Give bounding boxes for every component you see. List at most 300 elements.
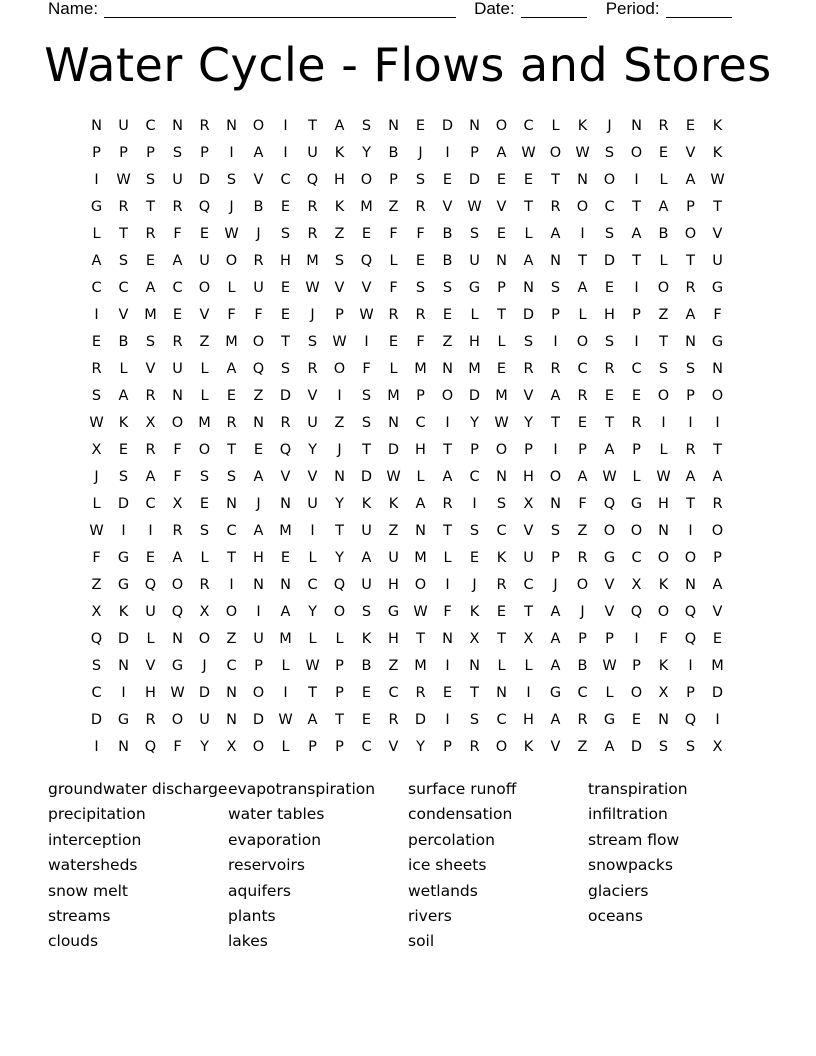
grid-letter[interactable]: A	[604, 442, 615, 458]
grid-letter[interactable]: W	[602, 658, 617, 674]
grid-letter[interactable]: O	[333, 604, 346, 620]
grid-letter[interactable]: I	[688, 658, 693, 674]
grid-letter[interactable]: M	[198, 415, 211, 431]
grid-letter[interactable]: E	[496, 172, 507, 188]
grid-letter[interactable]: R	[442, 496, 453, 512]
grid-letter[interactable]: I	[310, 523, 315, 539]
grid-letter[interactable]: L	[200, 550, 209, 566]
grid-letter[interactable]: N	[685, 577, 696, 593]
grid-letter[interactable]: T	[308, 685, 317, 701]
grid-letter[interactable]: S	[280, 361, 291, 377]
grid-letter[interactable]: E	[91, 334, 102, 350]
grid-letter[interactable]: T	[227, 550, 236, 566]
grid-letter[interactable]: F	[389, 280, 398, 296]
grid-letter[interactable]: V	[118, 307, 129, 323]
grid-letter[interactable]: A	[415, 496, 426, 512]
grid-letter[interactable]: U	[307, 415, 318, 431]
grid-letter[interactable]: F	[227, 307, 236, 323]
grid-letter[interactable]: U	[307, 496, 318, 512]
grid-letter[interactable]: E	[172, 307, 183, 323]
grid-letter[interactable]: Q	[684, 604, 697, 620]
grid-letter[interactable]: A	[550, 388, 561, 404]
grid-letter[interactable]: L	[497, 658, 506, 674]
grid-letter[interactable]: L	[632, 469, 641, 485]
grid-letter[interactable]: U	[469, 253, 480, 269]
grid-letter[interactable]: O	[657, 604, 670, 620]
grid-letter[interactable]: Z	[91, 577, 102, 593]
grid-letter[interactable]: R	[145, 226, 156, 242]
grid-letter[interactable]: L	[443, 550, 452, 566]
grid-letter[interactable]: O	[495, 739, 508, 755]
grid-letter[interactable]: E	[712, 631, 723, 647]
grid-letter[interactable]: T	[632, 253, 641, 269]
grid-letter[interactable]: D	[441, 118, 454, 134]
grid-letter[interactable]: T	[659, 334, 668, 350]
grid-letter[interactable]: E	[604, 388, 615, 404]
grid-letter[interactable]: E	[496, 226, 507, 242]
grid-letter[interactable]: I	[634, 172, 639, 188]
grid-letter[interactable]: M	[495, 388, 508, 404]
grid-letter[interactable]: W	[170, 685, 185, 701]
grid-letter[interactable]: I	[229, 145, 234, 161]
grid-letter[interactable]: H	[388, 631, 399, 647]
grid-letter[interactable]: M	[711, 658, 724, 674]
grid-letter[interactable]: O	[252, 118, 265, 134]
grid-letter[interactable]: T	[551, 172, 560, 188]
grid-letter[interactable]: Q	[144, 739, 157, 755]
grid-letter[interactable]: D	[279, 388, 292, 404]
grid-letter[interactable]: Y	[335, 496, 344, 512]
grid-letter[interactable]: S	[361, 415, 372, 431]
grid-letter[interactable]: O	[657, 388, 670, 404]
grid-letter[interactable]: E	[658, 145, 669, 161]
grid-letter[interactable]: P	[605, 631, 614, 647]
grid-letter[interactable]: P	[335, 307, 344, 323]
grid-letter[interactable]: O	[603, 523, 616, 539]
grid-letter[interactable]: G	[549, 685, 562, 701]
grid-letter[interactable]: O	[171, 712, 184, 728]
grid-letter[interactable]: N	[712, 361, 723, 377]
grid-letter[interactable]: S	[442, 280, 453, 296]
grid-letter[interactable]: C	[118, 280, 129, 296]
grid-letter[interactable]: C	[280, 172, 291, 188]
grid-letter[interactable]: V	[496, 199, 507, 215]
grid-letter[interactable]: O	[198, 631, 211, 647]
grid-letter[interactable]: W	[116, 172, 131, 188]
grid-letter[interactable]: I	[283, 145, 288, 161]
grid-letter[interactable]: F	[416, 226, 425, 242]
grid-letter[interactable]: R	[550, 361, 561, 377]
grid-letter[interactable]: R	[307, 226, 318, 242]
grid-letter[interactable]: S	[91, 388, 102, 404]
grid-letter[interactable]: O	[657, 280, 670, 296]
grid-letter[interactable]: D	[360, 469, 373, 485]
grid-letter[interactable]: X	[226, 739, 237, 755]
grid-letter[interactable]: I	[229, 577, 234, 593]
grid-letter[interactable]: A	[118, 388, 129, 404]
grid-letter[interactable]: L	[389, 253, 398, 269]
grid-letter[interactable]: M	[225, 334, 238, 350]
grid-letter[interactable]: P	[335, 658, 344, 674]
grid-letter[interactable]: B	[577, 658, 588, 674]
grid-letter[interactable]: F	[173, 226, 182, 242]
grid-letter[interactable]: E	[280, 280, 291, 296]
grid-letter[interactable]: R	[496, 577, 507, 593]
grid-letter[interactable]: W	[89, 523, 104, 539]
grid-letter[interactable]: I	[283, 118, 288, 134]
grid-letter[interactable]: I	[283, 685, 288, 701]
grid-letter[interactable]: O	[171, 577, 184, 593]
grid-letter[interactable]: S	[415, 172, 426, 188]
grid-letter[interactable]: E	[631, 388, 642, 404]
grid-letter[interactable]: K	[712, 118, 723, 134]
grid-letter[interactable]: O	[684, 550, 697, 566]
grid-letter[interactable]: F	[173, 739, 182, 755]
grid-letter[interactable]: D	[630, 739, 643, 755]
grid-letter[interactable]: P	[578, 631, 587, 647]
grid-letter[interactable]: E	[361, 685, 372, 701]
grid-letter[interactable]: Z	[577, 739, 588, 755]
grid-letter[interactable]: R	[712, 496, 723, 512]
grid-letter[interactable]: P	[119, 145, 128, 161]
grid-letter[interactable]: P	[551, 307, 560, 323]
grid-letter[interactable]: Z	[334, 226, 345, 242]
period-blank[interactable]	[666, 2, 732, 18]
grid-letter[interactable]: R	[415, 199, 426, 215]
grid-letter[interactable]: I	[364, 334, 369, 350]
grid-letter[interactable]: N	[253, 415, 264, 431]
grid-letter[interactable]: S	[199, 469, 210, 485]
grid-letter[interactable]: E	[469, 550, 480, 566]
grid-letter[interactable]: Q	[333, 577, 346, 593]
grid-letter[interactable]: T	[281, 334, 290, 350]
grid-letter[interactable]: G	[90, 199, 103, 215]
grid-letter[interactable]: C	[145, 118, 156, 134]
grid-letter[interactable]: A	[712, 577, 723, 593]
grid-letter[interactable]: F	[443, 604, 452, 620]
grid-letter[interactable]: O	[333, 361, 346, 377]
grid-letter[interactable]: I	[148, 523, 153, 539]
grid-letter[interactable]: B	[388, 145, 399, 161]
grid-letter[interactable]: N	[658, 523, 669, 539]
grid-letter[interactable]: T	[416, 631, 425, 647]
grid-letter[interactable]: L	[281, 739, 290, 755]
grid-letter[interactable]: Z	[577, 523, 588, 539]
grid-letter[interactable]: N	[496, 469, 507, 485]
grid-letter[interactable]: L	[200, 388, 209, 404]
grid-letter[interactable]: S	[361, 604, 372, 620]
grid-letter[interactable]: V	[361, 280, 372, 296]
grid-letter[interactable]: Z	[388, 658, 399, 674]
grid-letter[interactable]: C	[496, 712, 507, 728]
grid-letter[interactable]: I	[580, 226, 585, 242]
grid-letter[interactable]: M	[144, 307, 157, 323]
grid-letter[interactable]: S	[226, 172, 237, 188]
grid-letter[interactable]: P	[686, 388, 695, 404]
grid-letter[interactable]: L	[578, 307, 587, 323]
grid-letter[interactable]: I	[634, 334, 639, 350]
grid-letter[interactable]: C	[523, 577, 534, 593]
grid-letter[interactable]: E	[577, 415, 588, 431]
grid-letter[interactable]: L	[659, 172, 668, 188]
grid-letter[interactable]: D	[387, 442, 400, 458]
grid-letter[interactable]: A	[550, 631, 561, 647]
grid-letter[interactable]: E	[442, 307, 453, 323]
grid-letter[interactable]: Z	[442, 334, 453, 350]
grid-letter[interactable]: L	[605, 685, 614, 701]
grid-letter[interactable]: A	[631, 226, 642, 242]
grid-letter[interactable]: P	[200, 145, 209, 161]
grid-letter[interactable]: P	[335, 739, 344, 755]
grid-letter[interactable]: P	[632, 658, 641, 674]
grid-letter[interactable]: D	[603, 253, 616, 269]
grid-letter[interactable]: U	[712, 253, 723, 269]
grid-letter[interactable]: F	[713, 307, 722, 323]
grid-letter[interactable]: R	[118, 199, 129, 215]
grid-letter[interactable]: G	[603, 712, 616, 728]
grid-letter[interactable]: V	[604, 577, 615, 593]
grid-letter[interactable]: C	[631, 550, 642, 566]
grid-letter[interactable]: E	[442, 172, 453, 188]
grid-letter[interactable]: L	[281, 658, 290, 674]
name-blank[interactable]	[104, 2, 456, 18]
grid-letter[interactable]: S	[145, 334, 156, 350]
grid-letter[interactable]: L	[389, 361, 398, 377]
grid-letter[interactable]: J	[580, 604, 585, 620]
grid-letter[interactable]: P	[470, 145, 479, 161]
grid-letter[interactable]: N	[631, 118, 642, 134]
grid-letter[interactable]: C	[631, 361, 642, 377]
grid-letter[interactable]: N	[280, 577, 291, 593]
grid-letter[interactable]: T	[497, 631, 506, 647]
grid-letter[interactable]: V	[442, 199, 453, 215]
grid-letter[interactable]: I	[634, 631, 639, 647]
grid-letter[interactable]: X	[199, 604, 210, 620]
grid-letter[interactable]: O	[225, 604, 238, 620]
grid-letter[interactable]: C	[577, 361, 588, 377]
grid-letter[interactable]: T	[362, 442, 371, 458]
grid-letter[interactable]: T	[146, 199, 155, 215]
grid-letter[interactable]: A	[604, 739, 615, 755]
grid-letter[interactable]: N	[388, 415, 399, 431]
grid-letter[interactable]: M	[279, 523, 292, 539]
grid-letter[interactable]: Q	[252, 361, 265, 377]
grid-letter[interactable]: T	[713, 199, 722, 215]
grid-letter[interactable]: A	[145, 280, 156, 296]
grid-letter[interactable]: D	[468, 388, 481, 404]
grid-letter[interactable]: C	[361, 739, 372, 755]
grid-letter[interactable]: U	[253, 280, 264, 296]
grid-letter[interactable]: O	[630, 523, 643, 539]
grid-letter[interactable]: E	[361, 712, 372, 728]
grid-letter[interactable]: V	[523, 523, 534, 539]
grid-letter[interactable]: L	[524, 226, 533, 242]
grid-letter[interactable]: R	[145, 388, 156, 404]
grid-letter[interactable]: K	[334, 145, 345, 161]
grid-letter[interactable]: C	[145, 496, 156, 512]
grid-letter[interactable]: G	[630, 496, 643, 512]
grid-letter[interactable]: J	[310, 307, 315, 323]
grid-letter[interactable]: I	[445, 712, 450, 728]
grid-letter[interactable]: B	[442, 253, 453, 269]
grid-letter[interactable]: L	[551, 118, 560, 134]
grid-letter[interactable]: E	[280, 307, 291, 323]
grid-letter[interactable]: X	[523, 631, 534, 647]
grid-letter[interactable]: C	[307, 577, 318, 593]
grid-letter[interactable]: C	[496, 523, 507, 539]
grid-letter[interactable]: V	[280, 469, 291, 485]
grid-letter[interactable]: U	[172, 172, 183, 188]
grid-letter[interactable]: S	[469, 712, 480, 728]
grid-letter[interactable]: R	[253, 253, 264, 269]
grid-letter[interactable]: K	[523, 739, 534, 755]
grid-letter[interactable]: P	[443, 739, 452, 755]
grid-letter[interactable]: S	[199, 523, 210, 539]
grid-letter[interactable]: R	[415, 307, 426, 323]
grid-letter[interactable]: V	[307, 388, 318, 404]
grid-letter[interactable]: W	[278, 712, 293, 728]
grid-letter[interactable]: L	[524, 658, 533, 674]
grid-letter[interactable]: S	[604, 145, 615, 161]
grid-letter[interactable]: Y	[470, 415, 479, 431]
grid-letter[interactable]: K	[388, 496, 399, 512]
grid-letter[interactable]: J	[472, 577, 477, 593]
grid-letter[interactable]: R	[226, 415, 237, 431]
grid-letter[interactable]: T	[227, 442, 236, 458]
grid-letter[interactable]: Q	[144, 577, 157, 593]
grid-letter[interactable]: M	[414, 550, 427, 566]
grid-letter[interactable]: P	[497, 280, 506, 296]
grid-letter[interactable]: M	[414, 361, 427, 377]
grid-letter[interactable]: K	[361, 496, 372, 512]
grid-letter[interactable]: R	[307, 361, 318, 377]
grid-letter[interactable]: R	[145, 712, 156, 728]
grid-letter[interactable]: K	[361, 631, 372, 647]
grid-letter[interactable]: O	[495, 442, 508, 458]
grid-letter[interactable]: W	[305, 658, 320, 674]
grid-letter[interactable]: J	[229, 199, 234, 215]
grid-letter[interactable]: C	[523, 118, 534, 134]
grid-letter[interactable]: D	[711, 685, 724, 701]
grid-letter[interactable]: W	[602, 469, 617, 485]
grid-letter[interactable]: X	[523, 496, 534, 512]
grid-letter[interactable]: P	[551, 550, 560, 566]
grid-letter[interactable]: V	[334, 280, 345, 296]
grid-letter[interactable]: R	[604, 361, 615, 377]
grid-letter[interactable]: Z	[658, 307, 669, 323]
grid-letter[interactable]: A	[145, 469, 156, 485]
grid-letter[interactable]: O	[414, 577, 427, 593]
grid-letter[interactable]: Q	[684, 631, 697, 647]
grid-letter[interactable]: I	[94, 739, 99, 755]
grid-letter[interactable]: S	[469, 523, 480, 539]
grid-letter[interactable]: B	[253, 199, 264, 215]
grid-letter[interactable]: F	[92, 550, 101, 566]
grid-letter[interactable]: A	[253, 145, 264, 161]
grid-letter[interactable]: E	[145, 253, 156, 269]
grid-letter[interactable]: R	[199, 118, 210, 134]
grid-letter[interactable]: J	[418, 145, 423, 161]
grid-letter[interactable]: U	[361, 577, 372, 593]
grid-letter[interactable]: I	[445, 145, 450, 161]
grid-letter[interactable]: N	[550, 253, 561, 269]
grid-letter[interactable]: Q	[306, 172, 319, 188]
grid-letter[interactable]: I	[634, 280, 639, 296]
grid-letter[interactable]: O	[576, 334, 589, 350]
grid-letter[interactable]: W	[656, 469, 671, 485]
grid-letter[interactable]: E	[280, 550, 291, 566]
grid-letter[interactable]: E	[415, 118, 426, 134]
grid-letter[interactable]: T	[497, 307, 506, 323]
grid-letter[interactable]: E	[118, 442, 129, 458]
grid-letter[interactable]: Z	[199, 334, 210, 350]
grid-letter[interactable]: S	[415, 280, 426, 296]
grid-letter[interactable]: T	[308, 118, 317, 134]
grid-letter[interactable]: D	[468, 172, 481, 188]
grid-letter[interactable]: S	[118, 253, 129, 269]
grid-letter[interactable]: U	[199, 712, 210, 728]
grid-letter[interactable]: I	[94, 172, 99, 188]
grid-letter[interactable]: O	[252, 685, 265, 701]
grid-letter[interactable]: S	[658, 361, 669, 377]
date-blank[interactable]	[521, 2, 587, 18]
grid-letter[interactable]: K	[712, 145, 723, 161]
grid-letter[interactable]: A	[712, 469, 723, 485]
grid-letter[interactable]: N	[550, 496, 561, 512]
grid-letter[interactable]: G	[117, 577, 130, 593]
grid-letter[interactable]: F	[254, 307, 263, 323]
grid-letter[interactable]: N	[334, 469, 345, 485]
grid-letter[interactable]: O	[252, 739, 265, 755]
grid-letter[interactable]: W	[467, 199, 482, 215]
grid-letter[interactable]: S	[118, 469, 129, 485]
grid-letter[interactable]: O	[252, 334, 265, 350]
grid-letter[interactable]: N	[172, 388, 183, 404]
grid-letter[interactable]: E	[442, 685, 453, 701]
grid-letter[interactable]: H	[415, 442, 426, 458]
grid-letter[interactable]: T	[443, 523, 452, 539]
grid-letter[interactable]: S	[550, 280, 561, 296]
grid-letter[interactable]: S	[172, 145, 183, 161]
grid-letter[interactable]: N	[118, 739, 129, 755]
grid-letter[interactable]: T	[524, 604, 533, 620]
grid-letter[interactable]: X	[631, 577, 642, 593]
grid-letter[interactable]: O	[441, 388, 454, 404]
grid-letter[interactable]: S	[550, 523, 561, 539]
grid-letter[interactable]: K	[334, 199, 345, 215]
grid-letter[interactable]: Q	[171, 604, 184, 620]
grid-letter[interactable]: K	[577, 118, 588, 134]
grid-letter[interactable]: T	[713, 442, 722, 458]
grid-letter[interactable]: O	[225, 253, 238, 269]
grid-letter[interactable]: O	[603, 172, 616, 188]
grid-letter[interactable]: S	[226, 469, 237, 485]
grid-letter[interactable]: F	[362, 361, 371, 377]
grid-letter[interactable]: A	[253, 469, 264, 485]
grid-letter[interactable]: D	[117, 496, 130, 512]
grid-letter[interactable]: T	[443, 442, 452, 458]
grid-letter[interactable]: P	[470, 442, 479, 458]
grid-letter[interactable]: Y	[524, 415, 533, 431]
grid-letter[interactable]: Y	[308, 442, 317, 458]
grid-letter[interactable]: V	[685, 145, 696, 161]
grid-letter[interactable]: C	[91, 280, 102, 296]
grid-letter[interactable]: H	[658, 496, 669, 512]
grid-letter[interactable]: B	[658, 226, 669, 242]
grid-letter[interactable]: G	[387, 604, 400, 620]
grid-letter[interactable]: N	[496, 685, 507, 701]
grid-letter[interactable]: N	[226, 118, 237, 134]
